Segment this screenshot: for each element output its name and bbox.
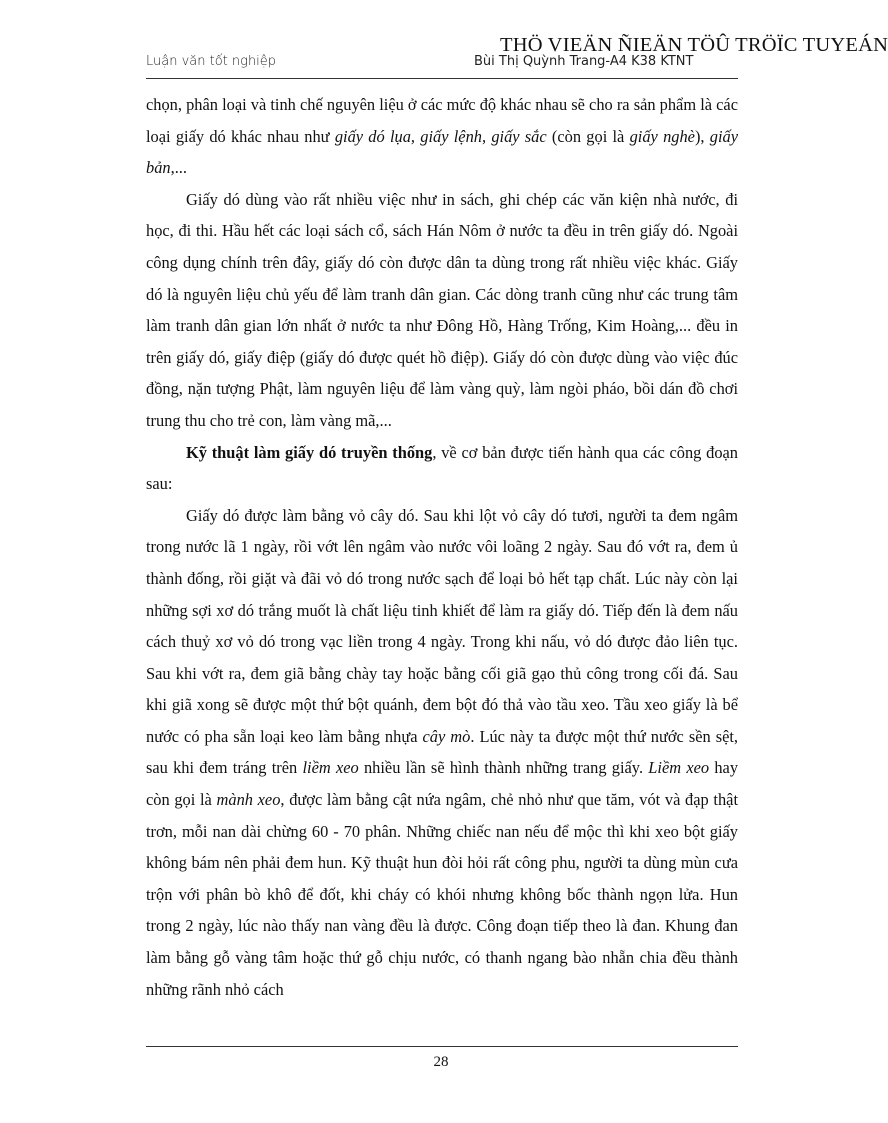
paragraph-1 [146,89,738,184]
italic-term: giấy bản [146,126,738,178]
page-body [146,89,738,1005]
paragraph-2: Giấy dó dùng vào rất nhiều việc như in sách, ghi chép các văn kiện nhà nước, đi học, đi thi. Hầu hết các loại sách cổ, sách Hán Nôm ở nước ta đều in trên giấy dó. Ngoài công dụng chính trên đây, giấy dó còn được dân ta dùng trong rất nhiều việc khác. Giấy dó là nguyên liệu chủ yếu để làm tranh dân gian. Các dòng tranh cũng như các trung tâm làm tranh dân gian lớn nhất ở nước ta như Đông Hồ, Hàng Trống, Kim Hoàng,... đều in trên giấy dó, giấy điệp (giấy dó được quét hồ điệp). Giấy dó còn được dùng vào việc đúc đồng, nặn tượng Phật, làm nguyên liệu để làm vàng quỳ, làm ngòi pháo, bồi dán đồ chơi trung thu cho trẻ con, làm vàng mã,... [146,189,738,430]
header-watermark: THÖ VIEÄN ÑIEÄN TÖÛ TRÖÏC TUYEÁN [500,34,888,56]
italic-term: liềm xeo [302,758,359,778]
paragraph-4 [146,500,738,1006]
paragraph-3 [146,437,738,500]
page-number [0,1054,816,1071]
text-run: nhiều lần sẽ hình thành những trang giấy. [358,758,649,778]
text-run: ,... [170,158,187,178]
header-thesis-label: Luận văn tốt nghiệp [146,54,277,69]
text-run: hay còn gọi là [146,758,739,810]
italic-term: Liềm xeo [648,758,710,778]
italic-term: mành xeo [216,790,281,810]
text-run: . Lúc này ta được một thứ nước sền sệt, sau khi đem tráng trên [146,726,739,778]
italic-term: cây mò [422,726,471,746]
footer-divider [146,1046,738,1047]
text-run: (còn gọi là [546,126,630,146]
text-run: Giấy dó được làm bằng vỏ cây dó. Sau khi lột vỏ cây dó tươi, người ta đem ngâm trong nước lã 1 ngày, rồi vớt lên ngâm vào nước vôi loãng 2 ngày. Sau đó vớt ra, đem ủ thành đống, rồi giặt và đãi vỏ dó trong nước sạch để loại bỏ hết tạp chất. Lúc này còn lại những sợi xơ dó trắng muốt là chất liệu tinh khiết để làm ra giấy dó. Tiếp đến là đem nấu cách thuỷ xơ vỏ dó trong vạc liền trong 4 ngày. Trong khi nấu, vỏ dó được đảo liên tục. Sau khi vớt ra, đem giã bằng chày tay hoặc bằng cối giã gạo thủ công trong cối đá. Sau khi giã xong sẽ được một thứ bột quánh, đem bột đó thả vào tầu xeo. Tầu xeo giấy là bể nước có pha sẵn loại keo làm bằng nhựa [146,505,738,746]
text-run: , về cơ bản được tiến hành qua các công đoạn sau: [146,442,738,494]
text-run: , được làm bằng cật nứa ngâm, chẻ nhỏ như que tăm, vót và đạp thật trơn, mỗi nan dài chừng 60 - 70 phân. Những chiếc nan nếu để mộc thì khi xeo bột giấy không bám nên phải đem hun. Kỹ thuật hun đòi hỏi rất công phu, người ta dùng mùn cưa trộn với phân bò khô để đốt, khi cháy có khói nhưng không bốc thành ngọn lửa. Hun trong 2 ngày, lúc nào thấy nan vàng đều là được. Công đoạn tiếp theo là đan. Khung đan làm bằng gỗ vàng tâm hoặc thứ gỗ chịu nước, có thanh ngang bào nhẵn chia đều thành những rãnh nhỏ cách [146,790,738,999]
text-run: chọn, phân loại và tinh chế nguyên liệu ở các mức độ khác nhau sẽ cho ra sản phẩm là các loại giấy dó khác nhau như [146,95,738,146]
text-run: ), [694,126,710,146]
page-number-text: 28 [433,1054,449,1070]
header-author: Bùi Thị Quỳnh Trang-A4 K38 KTNT [474,54,694,69]
italic-term: giấy nghè [629,126,695,146]
header-divider [146,78,738,79]
bold-heading-phrase: Kỹ thuật làm giấy dó truyền thống [186,442,433,462]
italic-term: giấy dó lụa, giấy lệnh, giấy sắc [334,126,547,146]
